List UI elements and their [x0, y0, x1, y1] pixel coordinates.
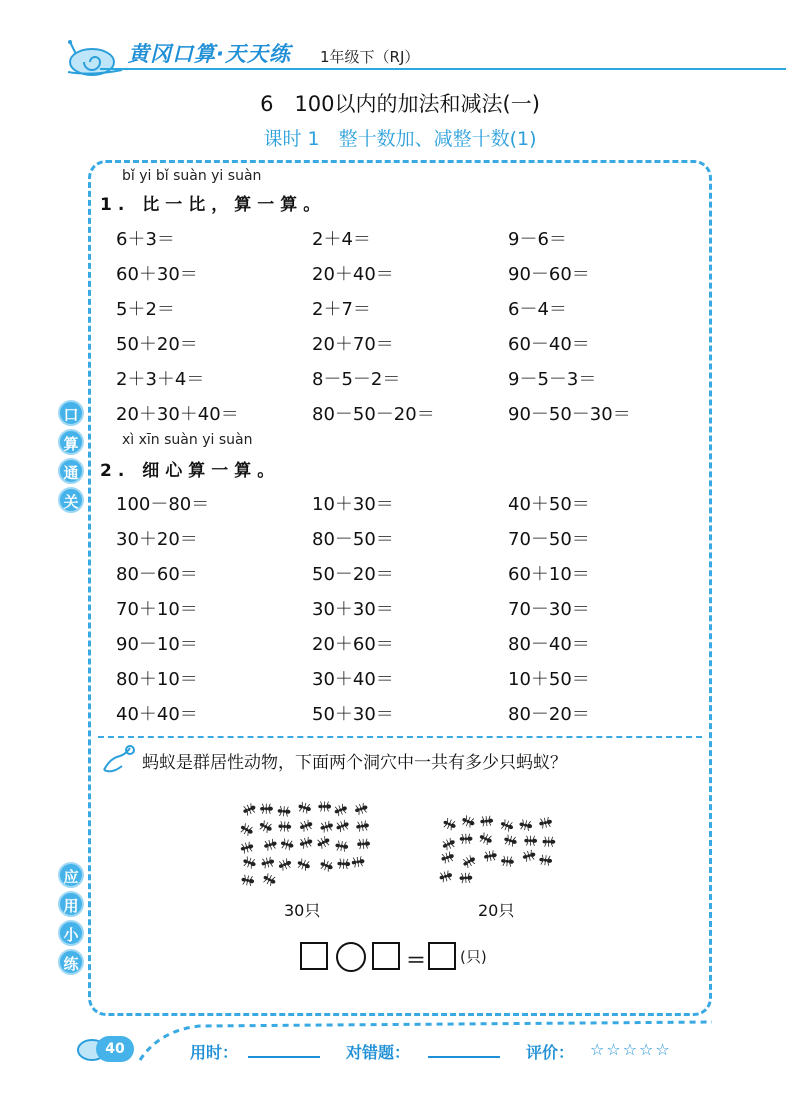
- problem-text: 蚂蚁是群居性动物，下面两个洞穴中一共有多少只蚂蚁？: [142, 753, 567, 773]
- q2-equation: 80－60＝: [116, 564, 198, 585]
- q1-equation: 80－50－20＝: [312, 404, 435, 425]
- ant-icon: [335, 840, 349, 852]
- side-tab-char: 算: [58, 429, 84, 455]
- ant-icon: [357, 838, 370, 849]
- side-tab-char: 应: [58, 862, 84, 888]
- q1-equation: 9－5－3＝: [508, 369, 597, 390]
- answer-box-2[interactable]: [372, 942, 400, 970]
- ant-icon: [337, 858, 350, 869]
- time-blank[interactable]: [248, 1056, 320, 1058]
- ant-icon: [242, 856, 257, 870]
- q1-equation: 9－6＝: [508, 229, 567, 250]
- operator-circle[interactable]: [336, 942, 366, 972]
- lesson-title: 课时 1 整十数加、减整十数(1): [263, 128, 537, 150]
- ant-icon: [440, 851, 455, 864]
- q1-equation: 2＋4＝: [312, 229, 371, 250]
- ant-icon: [263, 838, 278, 851]
- q2-equation: 60＋10＝: [508, 564, 590, 585]
- ant-icon: [297, 801, 312, 814]
- ant-icon: [501, 856, 515, 867]
- q2-equation: 50＋30＝: [312, 704, 394, 725]
- ant-icon: [460, 834, 473, 844]
- q1-equation: 8－5－2＝: [312, 369, 401, 390]
- side-tab-char: 通: [58, 458, 84, 484]
- side-tab-char: 小: [58, 920, 84, 946]
- q1-title: 1. 比一比，算一算。: [100, 195, 327, 215]
- ant-icon: [542, 837, 555, 847]
- q1-pinyin: bǐ yi bǐ suàn yi suàn: [122, 168, 262, 184]
- ant-icon: [280, 838, 295, 851]
- ant-group-30-label: 30只: [284, 901, 321, 920]
- side-tab-char: 练: [58, 949, 84, 975]
- q2-equation: 50－20＝: [312, 564, 394, 585]
- ant-icon: [240, 822, 255, 837]
- q2-equation: 10＋30＝: [312, 494, 394, 515]
- side-tab-application: [58, 862, 88, 978]
- ant-icon: [262, 872, 278, 887]
- ant-icon: [522, 849, 537, 862]
- pencil-hand-icon: [100, 744, 136, 776]
- q1-equation: 20＋70＝: [312, 334, 394, 355]
- ant-icon: [258, 819, 274, 834]
- side-tab-char: 口: [58, 400, 84, 426]
- side-tab-char: 用: [58, 891, 84, 917]
- q2-equation: 40＋50＝: [508, 494, 590, 515]
- ant-icon: [539, 854, 553, 866]
- q2-equation: 10＋50＝: [508, 669, 590, 690]
- q1-equation: 90－50－30＝: [508, 404, 631, 425]
- q1-equation: 60＋30＝: [116, 264, 198, 285]
- rating-stars[interactable]: ☆☆☆☆☆: [590, 1040, 672, 1059]
- ant-icon: [333, 803, 349, 817]
- ant-icon: [278, 821, 291, 832]
- q1-equation: 6＋3＝: [116, 229, 175, 250]
- q1-equation: 6－4＝: [508, 299, 567, 320]
- q2-equation: 80－40＝: [508, 634, 590, 655]
- ant-icon: [518, 819, 533, 831]
- ant-icon: [355, 820, 369, 832]
- ant-icon: [351, 856, 365, 868]
- q2-equation: 20＋60＝: [312, 634, 394, 655]
- q1-equation: 2＋7＝: [312, 299, 371, 320]
- q2-equation: 80＋10＝: [116, 669, 198, 690]
- rating-label: 评价：: [526, 1043, 575, 1062]
- ant-icon: [241, 874, 255, 886]
- ant-icon: [277, 806, 291, 817]
- q2-equation: 70－30＝: [508, 599, 590, 620]
- ant-group-20-label: 20只: [478, 901, 515, 920]
- page-number: 40: [96, 1036, 134, 1062]
- ant-icon: [478, 832, 494, 846]
- q1-equation: 5＋2＝: [116, 299, 175, 320]
- grade-label: 1年级下（RJ）: [320, 48, 420, 66]
- unit-label: (只): [460, 948, 487, 966]
- ant-icon: [438, 870, 453, 883]
- q2-equation: 70＋10＝: [116, 599, 198, 620]
- q2-equation: 70－50＝: [508, 529, 590, 550]
- ant-icon: [240, 841, 255, 854]
- q2-equation: 30＋20＝: [116, 529, 198, 550]
- ant-icon: [299, 836, 314, 849]
- q2-equation: 90－10＝: [116, 634, 198, 655]
- ant-icon: [318, 802, 331, 812]
- ant-icon: [260, 856, 275, 869]
- ant-icon: [441, 837, 457, 851]
- ant-group-20: [438, 815, 558, 885]
- ant-icon: [483, 850, 497, 862]
- ant-icon: [461, 815, 477, 829]
- ant-icon: [260, 804, 273, 814]
- ant-icon: [524, 836, 537, 846]
- ant-icon: [319, 859, 335, 873]
- correct-blank[interactable]: [428, 1056, 500, 1058]
- q2-equation: 100－80＝: [116, 494, 210, 515]
- equals-sign: ＝: [406, 948, 426, 972]
- ant-icon: [538, 816, 553, 828]
- q2-pinyin: xì xīn suàn yi suàn: [122, 432, 253, 448]
- ant-icon: [499, 819, 515, 833]
- side-tab-oral-calc: [58, 400, 88, 516]
- side-tab-char: 关: [58, 487, 84, 513]
- ant-icon: [480, 816, 494, 827]
- q1-equation: 90－60＝: [508, 264, 590, 285]
- q2-equation: 30＋30＝: [312, 599, 394, 620]
- exercise-frame: [88, 160, 712, 1016]
- ant-icon: [242, 802, 258, 816]
- correct-label: 对错题：: [346, 1043, 411, 1062]
- q2-title: 2. 细心算一算。: [100, 461, 281, 481]
- ant-icon: [319, 820, 334, 833]
- q1-equation: 20＋40＝: [312, 264, 394, 285]
- ant-icon: [459, 873, 472, 884]
- answer-box-1[interactable]: [300, 942, 328, 970]
- ant-icon: [335, 819, 351, 833]
- q1-equation: 2＋3＋4＝: [116, 369, 205, 390]
- brand-title: 黄冈口算·天天练: [128, 42, 291, 66]
- ant-icon: [354, 802, 369, 816]
- q1-equation: 20＋30＋40＝: [116, 404, 239, 425]
- ant-group-30: [240, 800, 370, 890]
- header-divider: [100, 68, 786, 70]
- q1-equation: 60－40＝: [508, 334, 590, 355]
- ant-icon: [442, 817, 458, 831]
- ant-icon: [298, 819, 313, 833]
- ant-icon: [296, 858, 312, 872]
- chapter-title: 6 100以内的加法和减法(一): [260, 92, 540, 116]
- snail-logo-icon: [62, 36, 132, 76]
- q1-equation: 50＋20＝: [116, 334, 198, 355]
- section-divider: [98, 736, 702, 738]
- q2-equation: 30＋40＝: [312, 669, 394, 690]
- answer-box-result[interactable]: [428, 942, 456, 970]
- ant-icon: [503, 834, 518, 847]
- ant-icon: [461, 854, 477, 869]
- q2-equation: 40＋40＝: [116, 704, 198, 725]
- ant-icon: [277, 857, 293, 871]
- ant-icon: [316, 835, 332, 850]
- time-label: 用时：: [190, 1043, 239, 1062]
- q2-equation: 80－20＝: [508, 704, 590, 725]
- q2-equation: 80－50＝: [312, 529, 394, 550]
